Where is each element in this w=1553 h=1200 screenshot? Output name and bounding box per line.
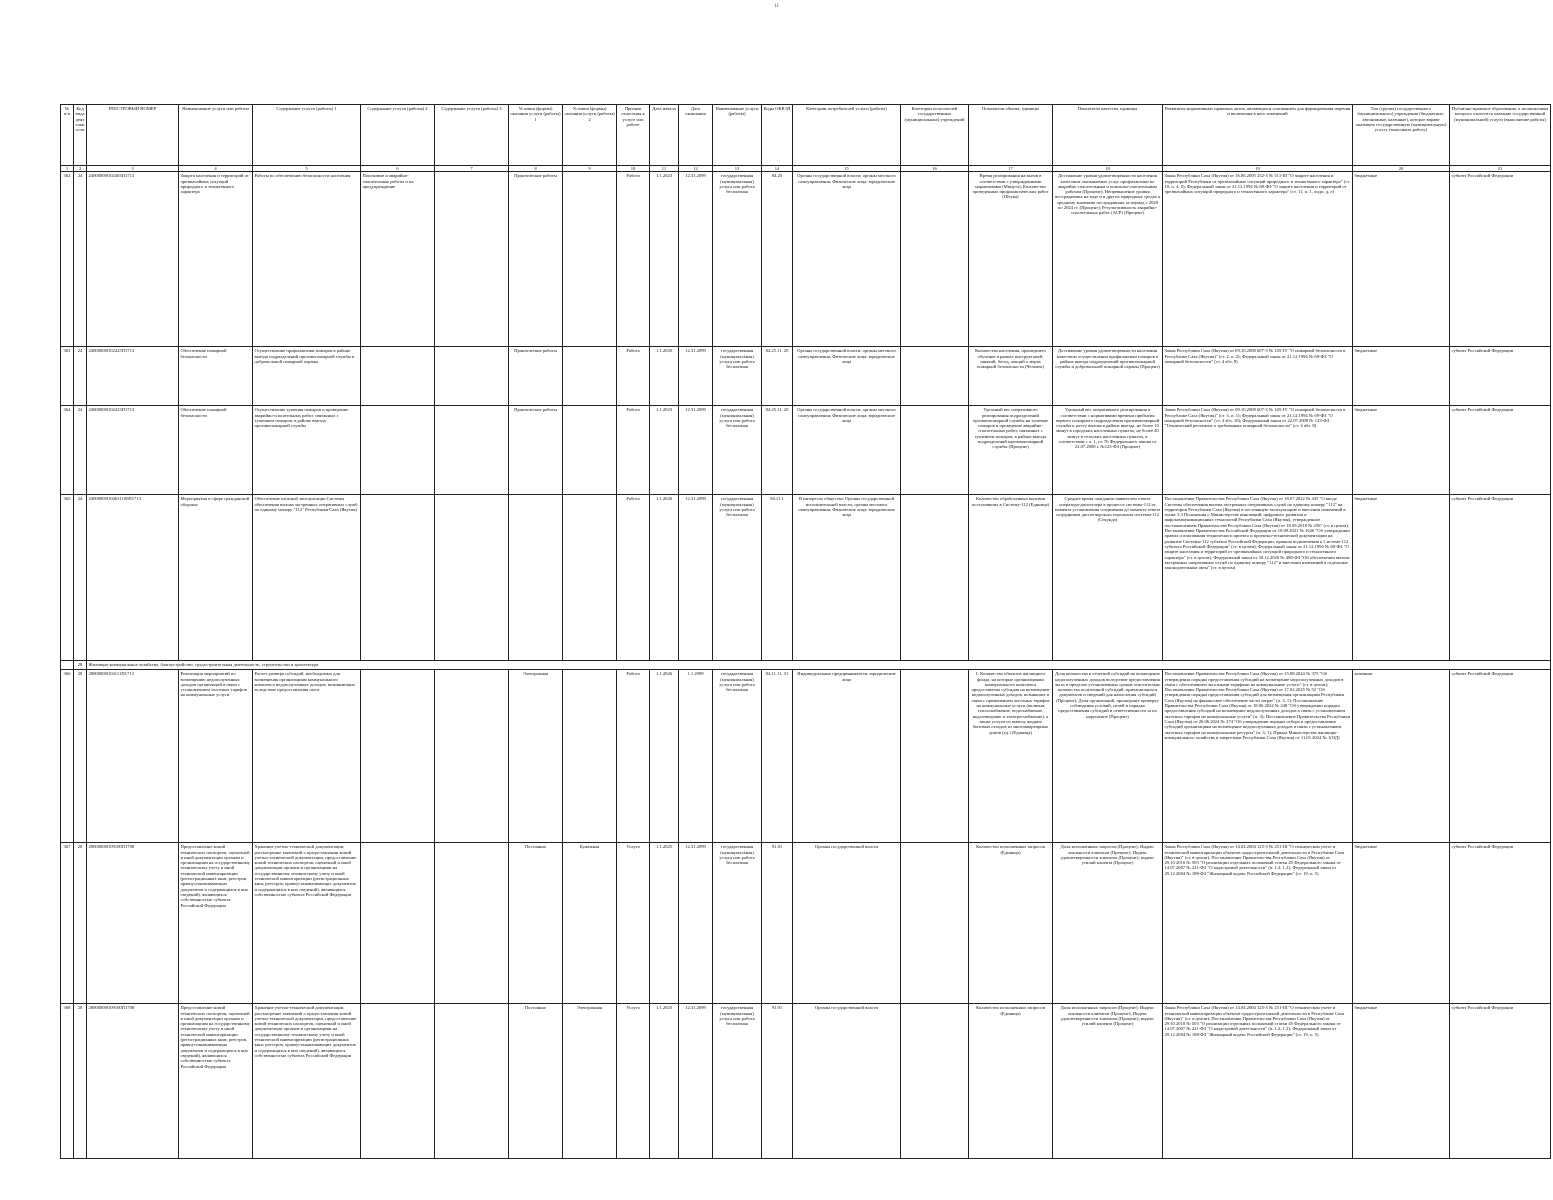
cell-type: бюджетные (1353, 172, 1450, 347)
cell-qual: Доля количества в отчетной субсидий на возмещение недополученных доходов вследствие предоставления льгот в пределах установленных сроков относительно количества полученной субсидий, прилагающихся документов и сведений для начисления субсидий (Процент); Доля организаций, прошедших проверку соблюдения условий, целей и порядка предоставления субсидий и ответственности за их нарушение (Процент) (1053, 670, 1163, 843)
column-header: Публично-правовое образование, к полномочиям которого относится оказание государственной (муниципальной) услуги (выполнение работы) (1450, 105, 1551, 166)
section-title: Жилищно-коммунальное хозяйство, благоустройство, градостроительная деятельность, строительство и архитектура (87, 661, 1551, 670)
cell-svc: государственная (муниципальная) услуга или работа бесплатная (713, 843, 762, 1004)
cell-okved: 84.25 (762, 172, 793, 347)
column-number: 9 (563, 166, 617, 172)
cell-vol: Время реагирования на вызов в соответствии с утвержденными нормативами (Минута); Количество проведенных профилактических работ (Штука) (969, 172, 1053, 347)
cell-f2: Электронная (563, 1004, 617, 1159)
column-number: 8 (509, 166, 563, 172)
cell-start: 1.1.2025 (650, 1004, 679, 1159)
column-number: 14 (762, 166, 793, 172)
cell-acts: Постановление Правительства Республики Саха (Якутия) от 18.07.2022 № 435 "О вводе Системы обеспечения вызова экстренных оперативных служб по единому номеру "112" на территории Республики Саха (Якутия) в постоянную эксплуатацию и внесении изменений в пункт 3.3 Положения о Министерстве инноваций, цифрового развития и инфокоммуникационных технологий Республики Саха (Якутия), утвержденное постановлением Правительства Республики Саха (Якутия) от 18.09.2018 № 256" (ст. в целом); Постановление Правительства Российской Федерации от 10.09.2021 № 1626 "Об утверждении правил согласования технического проекта и проектно-технической документации на развитие Системы-112 субъекта Российской Федерации, правила подключения к Системе-112 субъекта Российской Федерации" (ст. в целом); Федеральный закон от 21.12.1994 № 68-ФЗ "О защите населения и территорий от чрезвычайных ситуаций природного и техногенного характера" (ст. в целом); Федеральный закон от 30.12.2020 № 488-ФЗ "Об обеспечении вызова экстренных оперативных служб по единому номеру "112" и внесении изменений в отдельные законодательные акты" (ст. в целом) (1163, 495, 1353, 661)
cell-vol: Количество населения, прошедшего обучение в рамках инструктажей, занятий, бесед, лекций о мерах пожарной безопасности (Человек) (969, 347, 1053, 406)
cell-f1: Электронная (509, 670, 563, 843)
column-number: 17 (969, 166, 1053, 172)
cell-acts: Закон Республики Саха (Якутия) от 09.10.2008 607-З № 105-IV "О пожарной безопасности в Республике Саха (Якутия)" (ст. 3, п. 1); Федеральный закон от 21.12.1994 № 69-ФЗ "О пожарной безопасности" (ст. 4 абз. 10); Федеральный закон от 22.07.2008 № 123-ФЗ "Технический регламент о требованиях пожарной безопасности" (ст. 4 абз. 8) (1163, 406, 1353, 495)
cell-svc: государственная (муниципальная) услуга или работа бесплатная (713, 495, 762, 661)
cell-c1: Работы по обеспечению безопасности населения (253, 172, 361, 347)
column-number: 11 (650, 166, 679, 172)
column-number: 12 (679, 166, 713, 172)
cell-c2 (361, 1004, 435, 1159)
cell-code: 24 (74, 406, 87, 495)
cell-name: Обеспечение пожарной безопасности (179, 347, 253, 406)
cell-level: субъект Российской Федерации (1450, 406, 1551, 495)
section-row (61, 661, 1551, 670)
column-header: РЕЕСТРОВЫЙ НОМЕР (87, 105, 179, 166)
column-number: 4 (179, 166, 253, 172)
cell-end: 12.31.2099 (679, 347, 713, 406)
cell-level: субъект Российской Федерации (1450, 670, 1551, 843)
cell-okved: 84.25.11, 20 (762, 406, 793, 495)
cell-qual: Среднее время ожидания заявителем ответа оператора-диспетчера в процессе системы-112 от момента установления соединения до момента ответа сотрудников диспетчерского персонала системы-112 (Секунда) (1053, 495, 1163, 661)
cell-vol: 1. Количество объектов жилищного фонда, на которые организациями коммунального комплекса предоставлена субсидия на возмещение недополученных доходов, возникших в связи с применением льготных тарифов на коммунальные услуги (включая теплоснабжение, водоснабжение, водоотведение и электроснабжение), а также услуги по вывозу жидких бытовых отходов из многоквартирных домов (ед.) (Единица) (969, 670, 1053, 843)
cell-c2 (361, 495, 435, 661)
cell-acts: Закон Республики Саха (Якутия) от 09.10.2008 607-З № 105-IV "О пожарной безопасности в Республике Саха (Якутия)" (ст. 2, п. 2); Федеральный закон от 21.12.1994 № 69-ФЗ "О пожарной безопасности" (ст. 4 абз. 8) (1163, 347, 1353, 406)
column-number: 6 (361, 166, 435, 172)
cell-level: субъект Российской Федерации (1450, 347, 1551, 406)
column-header: Условия (формы) оказания услуги (работы) 1 (509, 105, 563, 166)
cell-c3 (435, 406, 509, 495)
column-header: Дата начала (650, 105, 679, 166)
cell-qual: Достижение уровня удовлетворенности населения качеством осуществления профилактики пожаров в районе выезда подразделений противопожарной службы и добровольной пожарной охраны (Процент) (1053, 347, 1163, 406)
page-number: 11 (774, 4, 779, 9)
header-row (61, 105, 1551, 166)
table-row (61, 843, 1551, 1004)
table-row (61, 347, 1551, 406)
cell-f1: Постоянно (509, 843, 563, 1004)
column-header: Реквизиты нормативных правовых актов, являющихся основанием для формирования перечня и включения в него изменений (1163, 105, 1353, 166)
cell-vol: Количество исполненных запросов (Единица) (969, 1004, 1053, 1159)
cell-okved: 84.11.11, 31 (762, 670, 793, 843)
cell-n: 363 (61, 347, 74, 406)
cell-inst (901, 843, 969, 1004)
cell-consumers: Органы государственной власти; органы местного самоуправления; Физические лица; юридические лица (793, 406, 901, 495)
cell-start: 1.1.2026 (650, 670, 679, 843)
column-header: Наименование услуги (работы) (713, 105, 762, 166)
column-header: Коды ОКВЭД (762, 105, 793, 166)
cell-acts: Закон Республики Саха (Якутия) от 14.04.2004 125-З № 251-III "О техническом учете и технической инвентаризации объектов градостроительной деятельности в Республике Саха (Якутия)" (ст. в целом); Постановление Правительства Республики Саха (Якутия) от 29.10.2010 № 503 "О реализации отдельных положений статьи 45 Федерального закона от 14.07.2007 № 221-ФЗ "О кадастровой деятельности" (п. 1.2, 1.2); Федеральный закон от 29.12.2004 № 188-ФЗ "Жилищный кодекс Российской Федерации" (ст. 19, п. 5) (1163, 1004, 1353, 1159)
cell-f1 (509, 495, 563, 661)
cell-end: 12.31.2099 (679, 406, 713, 495)
cell-vol: Количество обработанных вызовов поступивших в Систему-112 (Единица) (969, 495, 1053, 661)
cell-reg: 28000000О09100П1708 (87, 843, 179, 1004)
cell-name: Мероприятия в сфере гражданской обороны (179, 495, 253, 661)
cell-svc: государственная (муниципальная) услуга или работа бесплатная (713, 1004, 762, 1159)
cell-c1: Хранение учетно-технической документации, рассмотрение заявлений о предоставлении копий учетно-технической документации, предоставление копий технических паспортов, оценочной и иной документации органам и организациям на государственному техническому учету и иной технической инвентаризации (регистрационных книг, реестров, правоустанавливающих документов и содержащихся в них сведений), являющихся собственностью субъекта Российской Федерации (253, 843, 361, 1004)
cell-c2 (361, 406, 435, 495)
cell-c2 (361, 843, 435, 1004)
cell-type: бюджетные (1353, 347, 1450, 406)
column-header: Код вида деятельности (74, 105, 87, 166)
cell-end: 12.31.2099 (679, 843, 713, 1004)
cell-consumers: Органы государственной власти; органы местного самоуправления; Физические лица; юридические лица (793, 172, 901, 347)
column-header: № п/п (61, 105, 74, 166)
cell-f1: Практические работы (509, 347, 563, 406)
table-row (61, 1004, 1551, 1159)
cell-level: субъект Российской Федерации (1450, 843, 1551, 1004)
cell-code: 28 (74, 670, 87, 843)
cell-code: 24 (74, 495, 87, 661)
column-header: Показатели объема, единицы (969, 105, 1053, 166)
cell-acts: Закон Республики Саха (Якутия) от 16.06.2005 252-З № 511-III "О защите населения и территорий Республики от чрезвычайных ситуаций природного и техногенного характера" (ст. 10, п. 4, 5); Федеральный закон от 21.12.1994 № 68-ФЗ "О защите населения и территорий от чрезвычайных ситуаций природного и техногенного характера" (ст. 11, п. 1, подп. д, е) (1163, 172, 1353, 347)
cell-kind: Работа (617, 495, 650, 661)
column-header: Условия (формы) оказания услуги (работы) 2 (563, 105, 617, 166)
column-header: Содержание услуги (работы) 2 (361, 105, 435, 166)
cell-inst (901, 495, 969, 661)
cell-vol: Удельный вес оперативного реагирования подразделений противопожарной службы на тушение пожаров и проведение аварийно-спасательных работ, связанных с тушением пожаров, в районе выезда подразделений противопожарной службы (Процент) (969, 406, 1053, 495)
column-number: 19 (1163, 166, 1353, 172)
cell-f1: Практические работы (509, 172, 563, 347)
cell-inst (901, 172, 969, 347)
cell-kind: Работа (617, 406, 650, 495)
cell-c1: Обеспечение штатной эксплуатации Системы обеспечения вызова экстренных оперативных служб по единому номеру "112" Республики Саха (Якутия) (253, 495, 361, 661)
cell-reg: 28000000О04111П1713 (87, 670, 179, 843)
cell-code: 28 (74, 843, 87, 1004)
cell-n: 365 (61, 495, 74, 661)
cell-svc: государственная (муниципальная) услуга или работа бесплатная (713, 670, 762, 843)
cell-acts: Постановление Правительства Республики Саха (Якутия) от 15.08.2024 № 375 "Об утверждении порядка предоставления субсидий на возмещение недополученных доходов в связи с обеспечением льготными тарифами на коммунальные услуги" (ст. в целом); Постановление Правительства Республики Саха (Якутия) от 17.02.2025 № 52 "Об утверждении порядка предоставления субсидий для возмещения организациям Республики Саха (Якутия) на финансовое обеспечение части затрат" (п. 3, 1); Постановление Правительства Республики Саха (Якутия) от 18.06.2024 № 248 "Об утверждении порядка предоставления субсидий на возмещение недополученных доходов в связи с установлением льготных тарифов на коммунальные услуги" (п. 3); Постановление Правительства Республики Саха (Якутия) от 26.06.2024 № 274 "Об утверждении порядка отбора и предоставления субсидий организациям на возмещение недополученных доходов в связи с установлением льготных тарифов на коммунальные ресурсы" (п. 3, 1); Приказ Министерства жилищно-коммунального хозяйства и энергетики Республики Саха (Якутия) от 11.01.2024 № 1(ОД) (1163, 670, 1353, 843)
cell-reg: 24000000О02403П1713 (87, 172, 179, 347)
cell-name: Обеспечение пожарной безопасности (179, 406, 253, 495)
cell-start: 1.1.2023 (650, 406, 679, 495)
cell-svc: государственная (муниципальная) услуга или работа бесплатная (713, 406, 762, 495)
table-row (61, 495, 1551, 661)
cell-c3 (435, 670, 509, 843)
cell-start: 1.1.2023 (650, 172, 679, 347)
cell-n: 364 (61, 406, 74, 495)
cell-f2: Бумажная (563, 843, 617, 1004)
cell-end: 12.31.2099 (679, 1004, 713, 1159)
cell-c1: Осуществление тушения пожаров и проведение аварийно-спасательных работ, связанных с тушением пожаров, в районе выезда противопожарной службы (253, 406, 361, 495)
cell-c2 (361, 347, 435, 406)
cell-inst (901, 670, 969, 843)
cell-name: Защита населения и территорий от чрезвычайных ситуаций природного и техногенного характера (179, 172, 253, 347)
column-number: 3 (87, 166, 179, 172)
cell-level: субъект Российской Федерации (1450, 1004, 1551, 1159)
cell-vol: Количество исполненных запросов (Единица) (969, 843, 1053, 1004)
cell-qual: Доля исполненных запросов (Процент); Индекс лояльности клиентов (Процент); Индекс удовлетворенности клиентов (Процент); индекс усилий клиента (Процент) (1053, 843, 1163, 1004)
cell-n: 366 (61, 670, 74, 843)
column-number: 18 (1053, 166, 1163, 172)
cell-consumers: Индивидуальные предприниматели; юридические лица (793, 670, 901, 843)
cell-qual: Достижение уровня удовлетворенности населения качеством оказываемых услуг профилактики по аварийно-спасательным и поисково-спасательным работам (Процент); Непревышение уровня пострадавших на воде и в других природных средах к среднему значению пострадавших за период с 2020 по 2024 гг. (Процент); Результативность аварийно-спасательных работ (АСР) (Процент) (1053, 172, 1163, 347)
column-header: Дата окончания (679, 105, 713, 166)
cell-inst (901, 347, 969, 406)
column-number: 13 (713, 166, 762, 172)
cell-end: 12.31.2099 (679, 172, 713, 347)
cell-type: бюджетные (1353, 495, 1450, 661)
cell-reg: 24000000О04631100П1713 (87, 495, 179, 661)
cell-svc: государственная (муниципальная) услуга или работа бесплатная (713, 347, 762, 406)
table-row (61, 172, 1551, 347)
cell-c3 (435, 843, 509, 1004)
cell-c3 (435, 495, 509, 661)
cell-inst (901, 1004, 969, 1159)
section-code: 28 (74, 661, 87, 670)
cell-kind: Работа (617, 347, 650, 406)
cell-level: субъект Российской Федерации (1450, 172, 1551, 347)
cell-reg: 28000000О09100П1708 (87, 1004, 179, 1159)
cell-n: 368 (61, 1004, 74, 1159)
column-header: Тип (группа) государственного (муниципального) учреждения (бюджетные, автономные, казенные), которое вправе оказывать государственную (муниципальную) услугу (выполнять работу) (1353, 105, 1450, 166)
cell-n: 367 (61, 843, 74, 1004)
cell-c1: Осуществление профилактики пожаров в районе выезда подразделений противопожарной службы и добровольной пожарной охраны (253, 347, 361, 406)
column-number: 2 (74, 166, 87, 172)
column-header: Категории потребителей услуги (работы) (793, 105, 901, 166)
cell-f2 (563, 670, 617, 843)
cell-end: 12.31.2099 (679, 495, 713, 661)
cell-inst (901, 406, 969, 495)
cell-consumers: Органы государственной власти (793, 1004, 901, 1159)
cell-start: 1.1.2025 (650, 843, 679, 1004)
cell-end: 1.1.2099 (679, 670, 713, 843)
cell-kind: Услуга (617, 843, 650, 1004)
cell-code: 24 (74, 347, 87, 406)
column-header: Признак отнесения к услуге или работе (617, 105, 650, 166)
cell-okved: 84.25.11, 20 (762, 347, 793, 406)
table-body (61, 172, 1551, 1159)
column-number: 20 (1353, 166, 1450, 172)
column-number: 1 (61, 166, 74, 172)
column-number: 16 (901, 166, 969, 172)
cell-f2 (563, 347, 617, 406)
cell-n: 362 (61, 172, 74, 347)
cell-kind: Работа (617, 670, 650, 843)
cell-c3 (435, 172, 509, 347)
table-row (61, 670, 1551, 843)
cell-type: казенные (1353, 670, 1450, 843)
cell-okved: 84.11.1 (762, 495, 793, 661)
cell-name: Предоставление копий технических паспортов, оценочной и иной документации органам и организациям на государственному техническому учету и иной технической инвентаризации (регистрационных книг, реестров, правоустанавливающих документов и содержащихся в них сведений), являющихся собственностью субъекта Российской Федерации (179, 843, 253, 1004)
cell-start: 1.1.2026 (650, 495, 679, 661)
cell-svc: государственная (муниципальная) услуга или работа бесплатная (713, 172, 762, 347)
cell-f1: Постоянно (509, 1004, 563, 1159)
column-header: Наименование услуги или работы (179, 105, 253, 166)
column-number: 21 (1450, 166, 1551, 172)
cell-qual: Удельный вес оперативного реагирования в соответствии с нормативами времени прибытия первого пожарного подразделения противопожарной службы к месту вызова в районе выезда, не более 10 минут в городских населенных пунктах, не более 20 минут в сельских населенных пунктах, в соответствии с ч. 1, ст. 76 Федерального закона от 22.07.2008 г. №123-ФЗ (Процент) (1053, 406, 1163, 495)
column-number: 5 (253, 166, 361, 172)
cell-acts: Закон Республики Саха (Якутия) от 14.04.2004 125-З № 251-III "О техническом учете и технической инвентаризации объектов градостроительной деятельности в Республике Саха (Якутия)" (ст. в целом); Постановление Правительства Республики Саха (Якутия) от 29.10.2010 № 503 "О реализации отдельных положений статьи 45 Федерального закона от 14.07.2007 № 221-ФЗ "О кадастровой деятельности" (п. 1.2, 1.2); Федеральный закон от 29.12.2004 № 188-ФЗ "Жилищный кодекс Российской Федерации" (ст. 19, п. 5) (1163, 843, 1353, 1004)
cell-consumers: Органы государственной власти (793, 843, 901, 1004)
cell-f2 (563, 406, 617, 495)
cell-reg: 24000000О02425П1713 (87, 347, 179, 406)
cell-type: бюджетные (1353, 1004, 1450, 1159)
cell-type: бюджетные (1353, 406, 1450, 495)
cell-code: 24 (74, 172, 87, 347)
services-registry-table (60, 104, 1551, 1159)
section-blank (61, 661, 74, 670)
cell-qual: Доля исполненных запросов (Процент); Индекс лояльности клиентов (Процент); Индекс удовлетворенности клиентов (Процент); индекс усилий клиента (Процент) (1053, 1004, 1163, 1159)
column-header: Показатели качества, единицы (1053, 105, 1163, 166)
cell-kind: Услуга (617, 1004, 650, 1159)
table-row (61, 406, 1551, 495)
column-number: 10 (617, 166, 650, 172)
cell-c2 (361, 670, 435, 843)
cell-name: Реализация мероприятий по возмещению недополученных доходов организаций в связи с установлением льготных тарифов на коммунальные услуги (179, 670, 253, 843)
column-header: Содержание услуги (работы) 3 (435, 105, 509, 166)
cell-c1: Расчет размера субсидий, необходимых для возмещения организациям коммунального комплекса недополученных доходов, возникающих вследствие предоставления льгот (253, 670, 361, 843)
cell-okved: 91.01 (762, 843, 793, 1004)
cell-code: 28 (74, 1004, 87, 1159)
cell-kind: Работа (617, 172, 650, 347)
cell-name: Предоставление копий технических паспортов, оценочной и иной документации органам и организациям на государственному техническому учету и иной технической инвентаризации (регистрационных книг, реестров, правоустанавливающих документов и содержащихся в них сведений), являющихся собственностью субъекта Российской Федерации (179, 1004, 253, 1159)
cell-okved: 91.01 (762, 1004, 793, 1159)
cell-f2 (563, 495, 617, 661)
cell-c2: Поисковые и аварийно-спасательные работы и их предупреждение (361, 172, 435, 347)
column-number: 15 (793, 166, 901, 172)
cell-f2 (563, 172, 617, 347)
cell-consumers: В интересах общества; Органы государственной исполнительной власти; органы местного самоуправления; Физические лица; юридические лица (793, 495, 901, 661)
cell-type: бюджетные (1353, 843, 1450, 1004)
cell-reg: 24000000О02423П1713 (87, 406, 179, 495)
cell-c3 (435, 347, 509, 406)
cell-c1: Хранение учетно-технической документации, рассмотрение заявлений о предоставлении копий учетно-технической документации, предоставление копий технических паспортов, оценочной и иной документации органам и организациям на государственному техническому учету и иной технической инвентаризации (регистрационных книг, реестров, правоустанавливающих документов и содержащихся в них сведений), являющихся собственностью субъекта Российской Федерации (253, 1004, 361, 1159)
column-number: 7 (435, 166, 509, 172)
cell-f1: Практические работы (509, 406, 563, 495)
column-header: Категории получателей государственных (муниципальных) учреждений (901, 105, 969, 166)
column-header: Содержание услуги (работы) 1 (253, 105, 361, 166)
cell-consumers: Органы государственной власти; органы местного самоуправления; Физические лица; юридические лица (793, 347, 901, 406)
cell-c3 (435, 1004, 509, 1159)
cell-level: субъект Российской Федерации (1450, 495, 1551, 661)
cell-start: 1.1.2020 (650, 347, 679, 406)
